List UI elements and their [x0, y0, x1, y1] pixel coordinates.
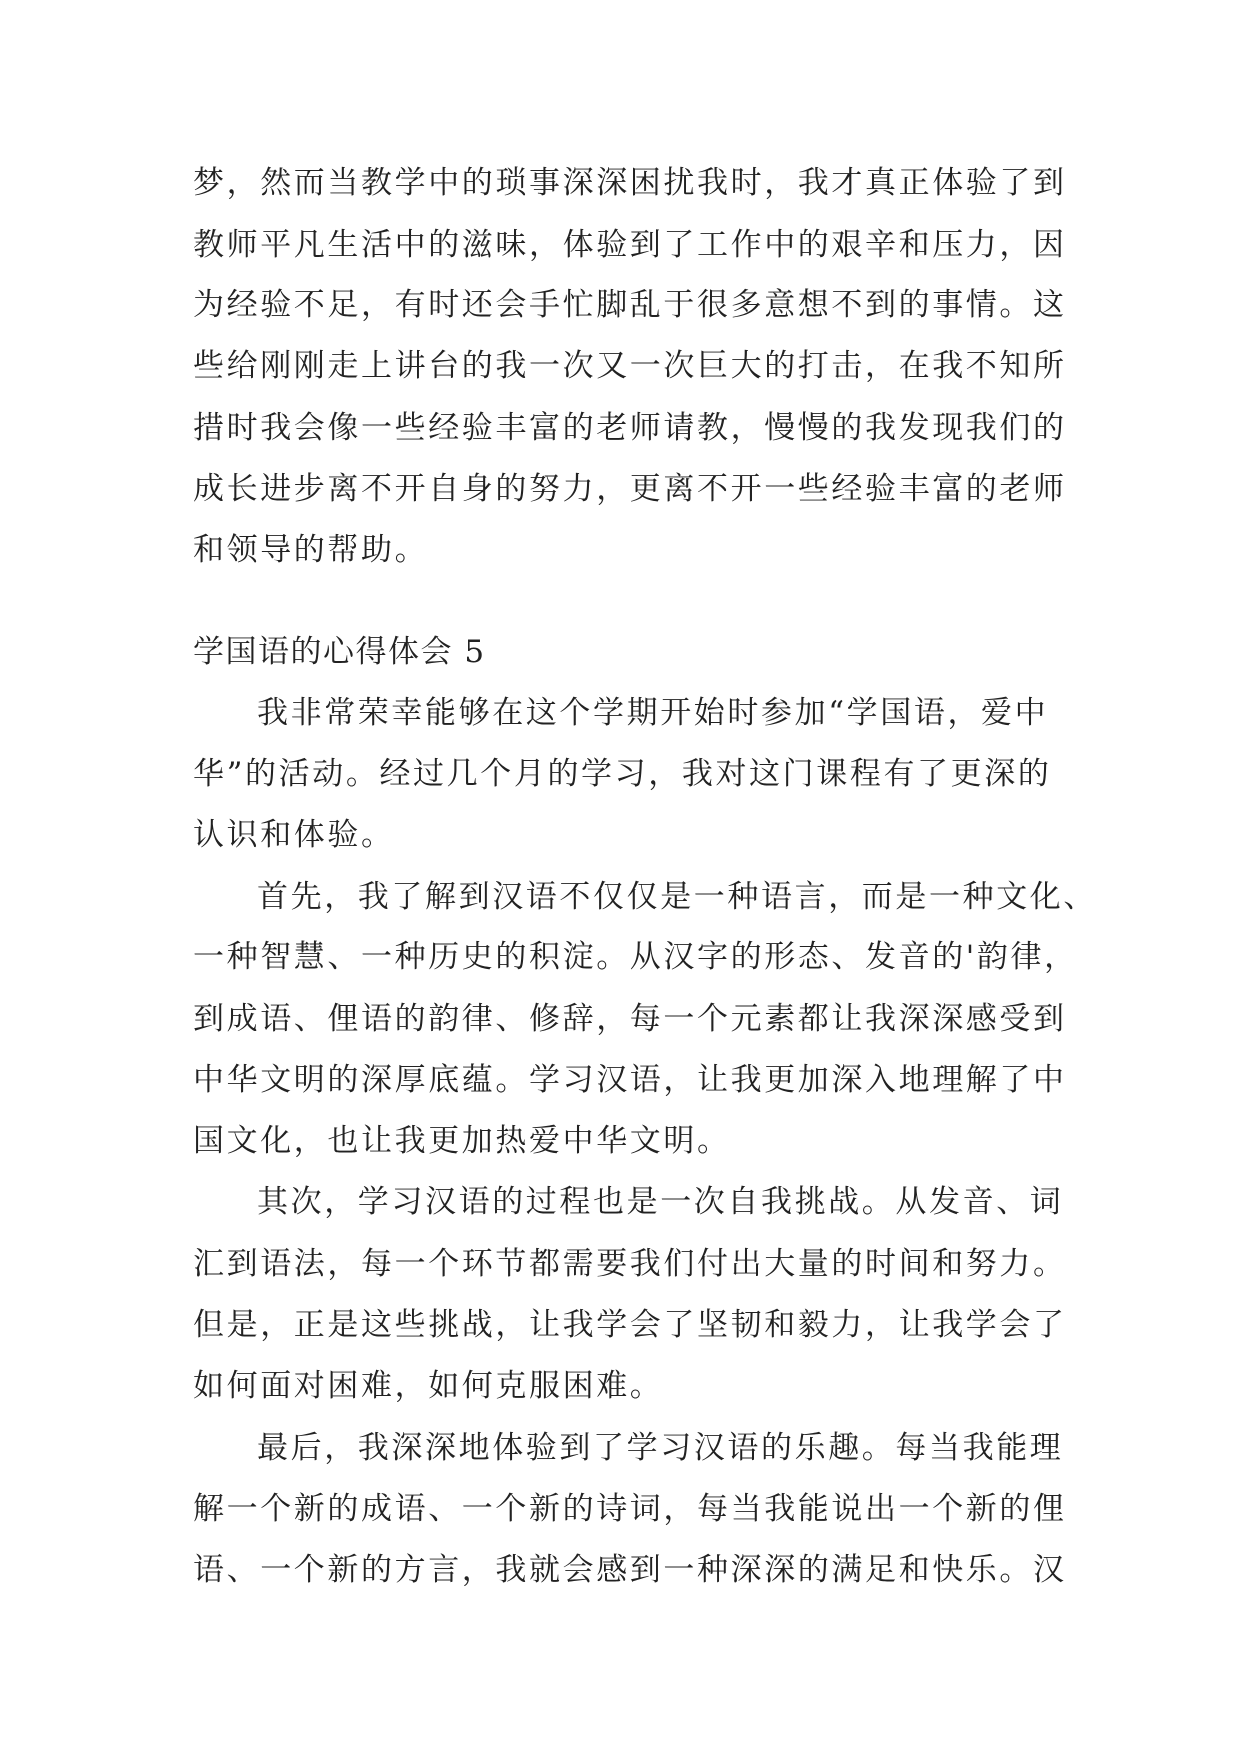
paragraph-line: 解一个新的成语、一个新的诗词，每当我能说出一个新的俚 [193, 1491, 1067, 1527]
paragraph-line: 到成语、俚语的韵律、修辞，每一个元素都让我深深感受到 [193, 1001, 1067, 1037]
paragraph-line: 教师平凡生活中的滋味，体验到了工作中的艰辛和压力，因 [193, 227, 1067, 263]
paragraph-line: 我非常荣幸能够在这个学期开始时参加“学国语，爱中 [257, 695, 1049, 731]
paragraph-line: 如何面对困难，如何克服困难。 [193, 1368, 664, 1404]
paragraph-line: 最后，我深深地体验到了学习汉语的乐趣。每当我能理 [257, 1430, 1064, 1466]
paragraph-line: 国文化，也让我更加热爱中华文明。 [193, 1123, 731, 1159]
paragraph-line: 其次，学习汉语的过程也是一次自我挑战。从发音、词 [257, 1184, 1064, 1220]
paragraph-line: 华”的活动。经过几个月的学习，我对这门课程有了更深的 [193, 756, 1052, 792]
section-heading: 学国语的心得体会 5 [193, 634, 486, 670]
paragraph-line: 首先，我了解到汉语不仅仅是一种语言，而是一种文化、 [257, 879, 1097, 915]
paragraph-line: 和领导的帮助。 [193, 532, 429, 568]
paragraph-line: 认识和体验。 [193, 817, 395, 853]
paragraph-line: 为经验不足，有时还会手忙脚乱于很多意想不到的事情。这 [193, 287, 1067, 323]
paragraph-line: 成长进步离不开自身的努力，更离不开一些经验丰富的老师 [193, 471, 1067, 507]
paragraph-line: 一种智慧、一种历史的积淀。从汉字的形态、发音的'韵律， [193, 939, 1078, 975]
paragraph-line: 措时我会像一些经验丰富的老师请教，慢慢的我发现我们的 [193, 410, 1067, 446]
paragraph-line: 梦，然而当教学中的琐事深深困扰我时，我才真正体验了到 [193, 165, 1067, 201]
paragraph-line: 但是，正是这些挑战，让我学会了坚韧和毅力，让我学会了 [193, 1307, 1067, 1343]
paragraph-line: 中华文明的深厚底蕴。学习汉语，让我更加深入地理解了中 [193, 1062, 1067, 1098]
paragraph-line: 语、一个新的方言，我就会感到一种深深的满足和快乐。汉 [193, 1552, 1067, 1588]
paragraph-line: 汇到语法，每一个环节都需要我们付出大量的时间和努力。 [193, 1246, 1067, 1282]
paragraph-line: 些给刚刚走上讲台的我一次又一次巨大的打击，在我不知所 [193, 348, 1067, 384]
